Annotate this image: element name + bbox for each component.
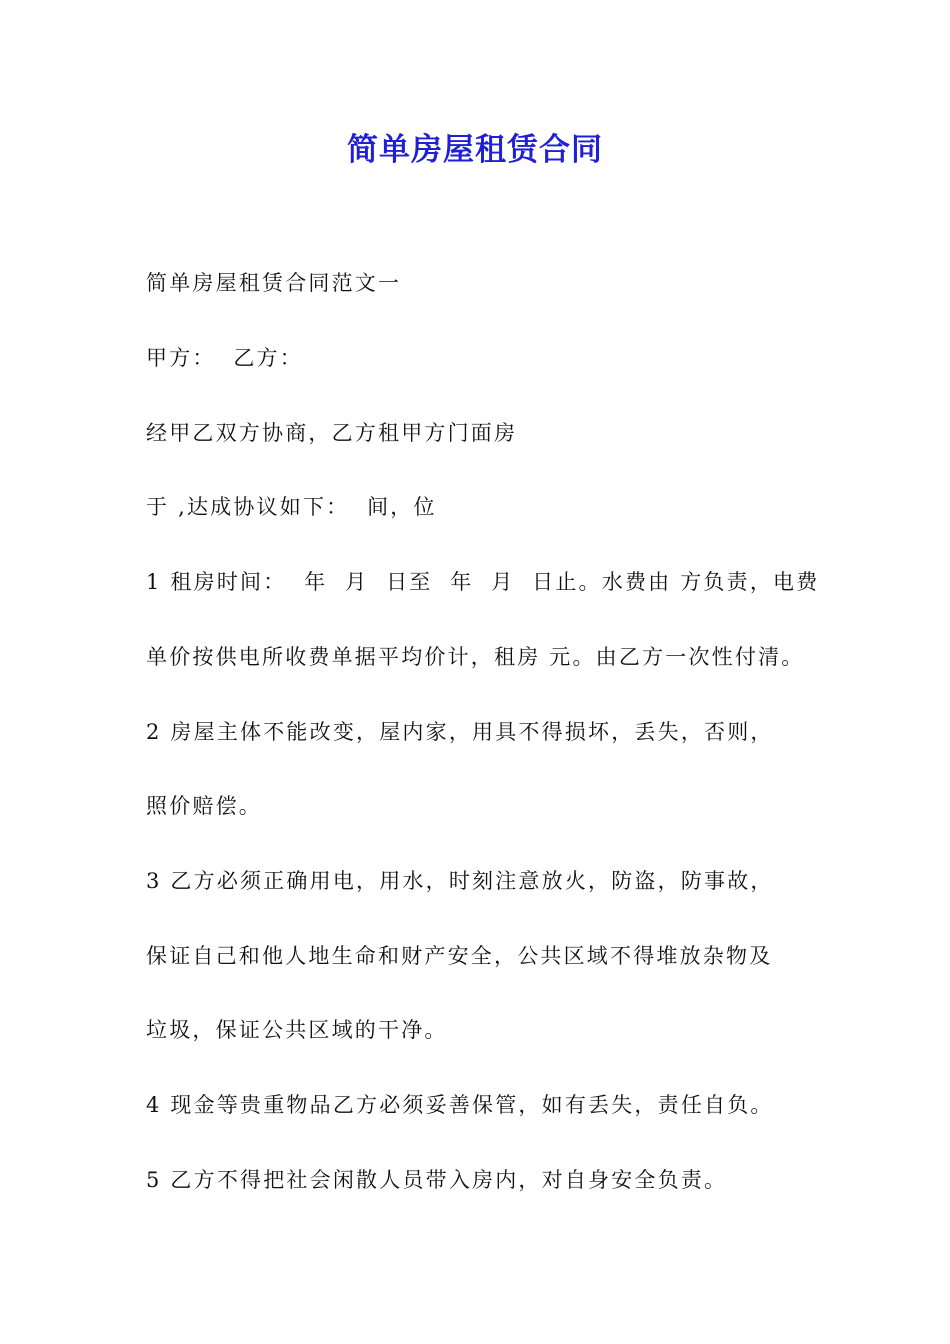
clause-4-line-1: 4 现金等贵重物品乙方必须妥善保管，如有丢失，责任自负。 [146,1093,774,1117]
clause-3-line-3: 垃圾，保证公共区域的干净。 [146,1018,448,1042]
clause-2-line-1: 2 房屋主体不能改变，屋内家，用具不得损坏，丢失，否则， [146,720,774,744]
document-title: 简单房屋租赁合同 [347,132,603,168]
clause-5-line-1: 5 乙方不得把社会闲散人员带入房内，对自身安全负责。 [146,1168,728,1192]
parties-line: 甲方： 乙方： [146,346,303,370]
clause-1-line-1: 1 租房时间： 年 月 日至 年 月 日止。水费由 方负责，电费 [146,570,820,594]
clause-3-line-1: 3 乙方必须正确用电，用水，时刻注意放火，防盗，防事故， [146,869,774,893]
clause-3-line-2: 保证自己和他人地生命和财产安全，公共区域不得堆放杂物及 [146,944,773,968]
clause-1-line-2: 单价按供电所收费单据平均价计，租房 元。由乙方一次性付清。 [146,645,805,669]
agreement-intro-line: 经甲乙双方协商，乙方租甲方门面房 [146,421,518,445]
agreement-location-line: 于 ,达成协议如下： 间，位 [146,495,437,519]
clause-2-line-2: 照价赔偿。 [146,794,262,818]
subtitle-line: 简单房屋租赁合同范文一 [146,271,402,295]
